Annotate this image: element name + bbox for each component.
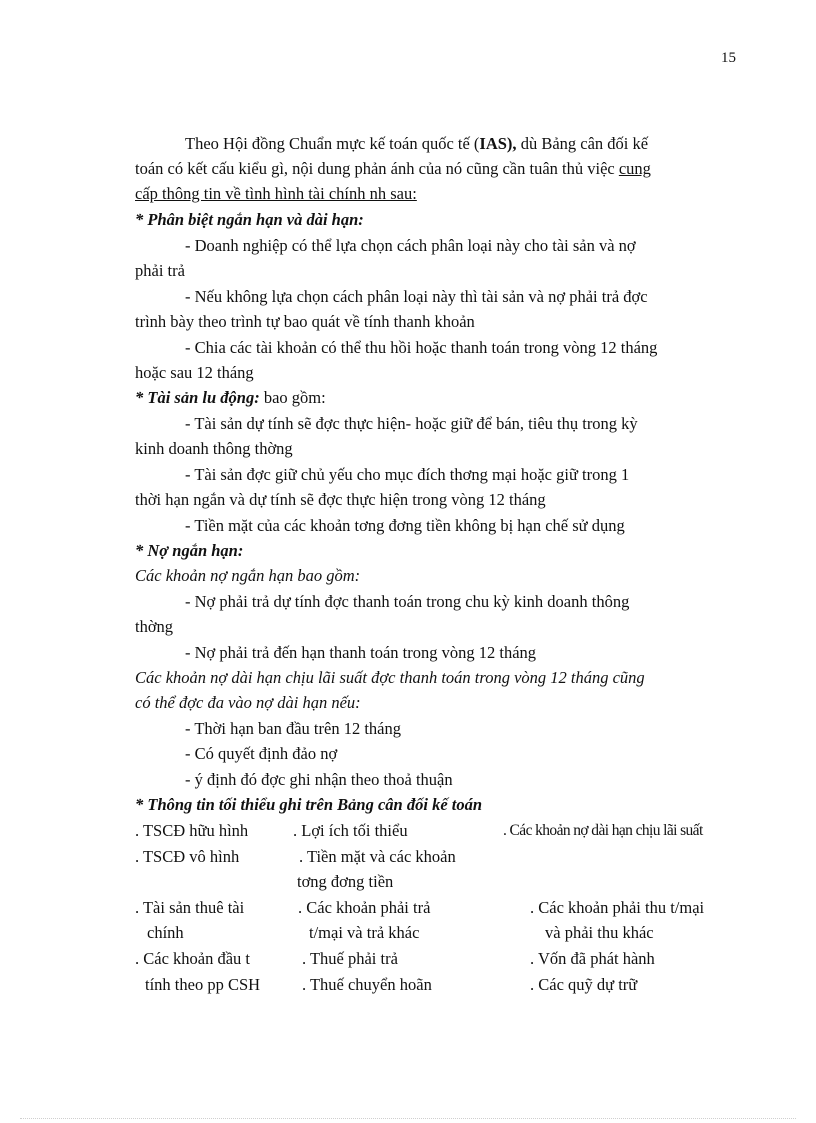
- col2-item-thue-phai-tra: . Thuế phải trả: [302, 949, 398, 968]
- section1-item2-line1: - Nếu không lựa chọn cách phân loại này thì tài sản và nợ phải trả đợc: [185, 287, 648, 306]
- section3-note-line2: có thể đợc đa vào nợ dài hạn nếu:: [135, 693, 361, 712]
- col2-item-loi-ich: . Lợi ích tối thiểu: [293, 821, 408, 840]
- section2-heading-suffix: bao gồm:: [259, 388, 326, 407]
- section1-item3-line2: hoặc sau 12 tháng: [135, 363, 254, 382]
- section3-condition-3: - ý định đó đợc ghi nhận theo thoả thuận: [185, 770, 453, 789]
- col3-item-phai-thu-line2: và phải thu khác: [545, 923, 654, 942]
- intro-line-3: cấp thông tin về tình hình tài chính nh sau:: [135, 184, 417, 203]
- col2-item-phai-tra-line2: t/mại và trả khác: [309, 923, 420, 942]
- col1-item-dau-tu-line2: tính theo pp CSH: [145, 975, 261, 994]
- col2-item-thue-chuyen-hoan: . Thuế chuyển hoãn: [302, 975, 432, 994]
- intro-line-1: [185, 134, 648, 154]
- intro-text: toán có kết cấu kiểu gì, nội dung phản ánh của nó cũng cần tuân thủ việc: [135, 159, 619, 178]
- section3-subheading: Các khoản nợ ngắn hạn bao gồm:: [135, 566, 361, 585]
- section1-item3-line1: - Chia các tài khoản có thể thu hồi hoặc thanh toán trong vòng 12 tháng: [185, 338, 658, 357]
- col3-item-von: . Vốn đã phát hành: [530, 949, 655, 968]
- section1-heading: * Phân biệt ngắn hạn và dài hạn:: [135, 210, 364, 229]
- section3-item1-line1: - Nợ phải trả dự tính đợc thanh toán trong chu kỳ kinh doanh thông: [185, 592, 630, 611]
- col1-item-tscd-vo-hinh: . TSCĐ vô hình: [135, 847, 240, 866]
- section1-item1-line1: - Doanh nghiệp có thể lựa chọn cách phân loại này cho tài sản và nợ: [185, 236, 636, 255]
- col2-item-tien-mat-line1: . Tiền mặt và các khoản: [299, 847, 456, 866]
- section3-item2-line1: - Nợ phải trả đến hạn thanh toán trong vòng 12 tháng: [185, 643, 537, 662]
- section3-condition-2: - Có quyết định đảo nợ: [185, 744, 338, 763]
- col1-item-tscd-huu-hinh: . TSCĐ hữu hình: [135, 821, 249, 840]
- section3-note-line1: Các khoản nợ dài hạn chịu lãi suất đợc thanh toán trong vòng 12 tháng cũng: [135, 668, 645, 687]
- ias-bold: IAS),: [479, 134, 517, 153]
- section3-condition-1: - Thời hạn ban đầu trên 12 tháng: [185, 719, 401, 738]
- intro-text: Theo Hội đồng Chuẩn mực kế toán quốc tế (: [185, 134, 480, 153]
- section2-heading: * Tài sản lu động:: [135, 388, 260, 407]
- col1-item-dau-tu-line1: . Các khoản đầu t: [135, 949, 251, 968]
- section2-item2-line1: - Tài sản đợc giữ chủ yếu cho mục đích thơng mại hoặc giữ trong 1: [185, 465, 630, 484]
- col2-item-tien-mat-line2: tơng đơng tiền: [297, 872, 394, 891]
- col1-item-tai-san-thue-line2: chính: [147, 923, 184, 942]
- section2-item2-line2: thời hạn ngắn và dự tính sẽ đợc thực hiện trong vòng 12 tháng: [135, 490, 546, 509]
- section2-item1-line1: - Tài sản dự tính sẽ đợc thực hiện- hoặc giữ để bán, tiêu thụ trong kỳ: [185, 414, 638, 433]
- section4-heading: * Thông tin tối thiểu ghi trên Bảng cân đối kế toán: [135, 795, 483, 814]
- col3-item-phai-thu-line1: . Các khoản phải thu t/mại: [530, 898, 705, 917]
- col3-item-quy-du-tru: . Các quỹ dự trữ: [530, 975, 638, 994]
- intro-line-2: [135, 159, 651, 179]
- section1-item1-line2: phải trả: [135, 261, 185, 280]
- col3-item-no-dai-han: . Các khoản nợ dài hạn chịu lãi suất: [503, 822, 703, 839]
- intro-text: dù Bảng cân đối kế: [516, 134, 649, 153]
- col2-item-phai-tra-line1: . Các khoản phải trả: [298, 898, 431, 917]
- page-bottom-rule: [20, 1118, 796, 1119]
- section2-item3-line1: - Tiền mặt của các khoản tơng đơng tiền không bị hạn chế sử dụng: [185, 516, 625, 535]
- section1-item2-line2: trình bày theo trình tự bao quát về tính thanh khoản: [135, 312, 475, 331]
- intro-underlined: cung: [618, 159, 651, 178]
- section2-heading-line: [135, 388, 326, 408]
- section3-heading: * Nợ ngắn hạn:: [135, 541, 244, 560]
- section3-item1-line2: thờng: [135, 617, 174, 636]
- section2-item1-line2: kinh doanh thông thờng: [135, 439, 293, 458]
- page-number: 15: [721, 50, 736, 66]
- col1-item-tai-san-thue-line1: . Tài sản thuê tài: [135, 898, 245, 917]
